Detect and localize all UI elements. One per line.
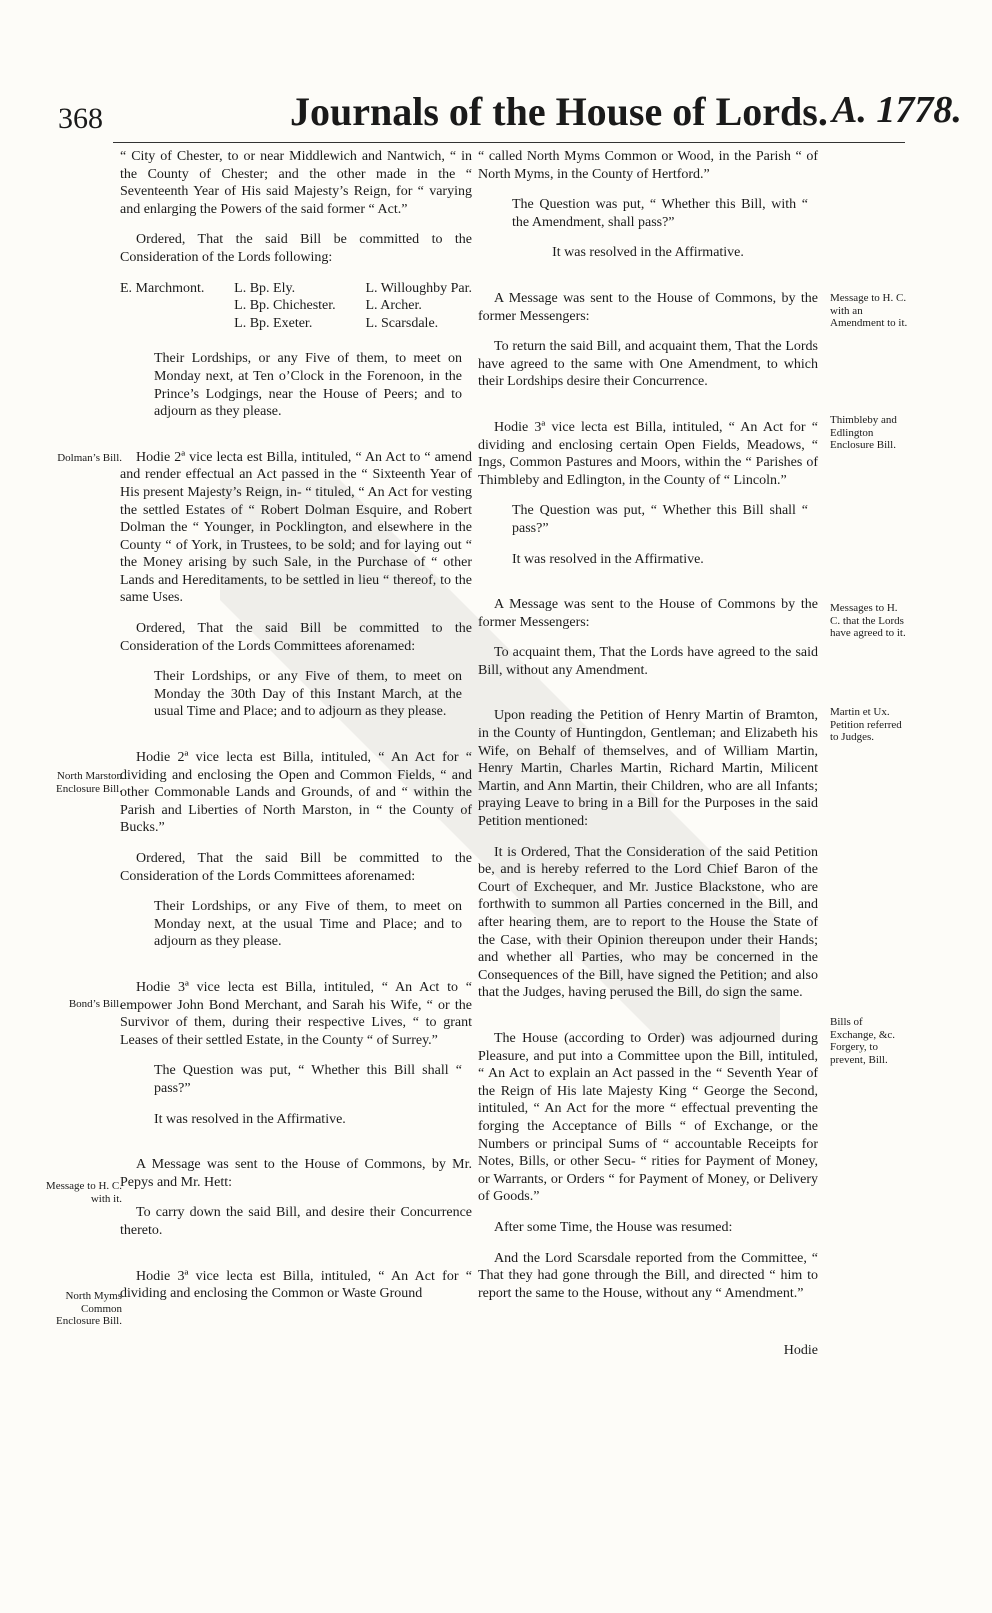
lords-committee-list bbox=[120, 280, 472, 333]
lord-name: E. Marchmont. bbox=[120, 280, 205, 296]
paragraph-scarsdale-report: And the Lord Scarsdale reported from the Committee, “ That they had gone through the Bill, and directed “ him to report the same to the House, without any “ Amendment.” bbox=[478, 1250, 818, 1301]
paragraph-thimbleby-bill: Hodie 3ª vice lecta est Billa, intituled, “ An Act for “ dividing and enclosing certain Open Fields, Meadows, “ Ings, Common Pastures and Moors, within the “ Parishes of Thimbleby and Edlington, in the County of “ Lincoln.” bbox=[478, 419, 818, 488]
paragraph-resolved-2: It was resolved in the Affirmative. bbox=[552, 245, 744, 261]
paragraph-martin-petition: Upon reading the Petition of Henry Martin of Bramton, in the County of Huntingdon, Gentleman; and Elizabeth his Wife, on Behalf of themselves, and of William Martin, Henry Martin, Charles Martin, Richard Martin, Milicent Martin, and Ann Martin, their Children, who are all Infants; praying Leave to bring in a Bill for the Purposes in the said Petition mentioned: bbox=[478, 708, 818, 830]
margin-note-north-myms: North Myms Common Enclosure Bill. bbox=[56, 1290, 122, 1327]
paragraph-dolman-bill: Hodie 2ª vice lecta est Billa, intituled, “ An Act to “ amend and render effectual an Act passed in the “ Sixteenth Year of His present Majesty’s Reign, in- “ tituled, “ An Act for vesting the settled Estates of “ Robert Dolman Esquire, and Robert Dolman the “ Younger, in Pocklington, and elsewhere in the County “ of York, in Trustees, to be sold; and for laying out “ the Money arising by such Sale, in the Purchase of “ other Lands and Hereditaments, to be settled in lieu “ thereof, to the same Uses. bbox=[120, 449, 472, 606]
margin-note-message-hc: Message to H. C. with it. bbox=[45, 1180, 122, 1205]
paragraph-bond-bill: Hodie 3ª vice lecta est Billa, intituled, “ An Act to “ empower John Bond Merchant, and Sarah his Wife, “ or the Survivor of them, during their respective Lives, “ to grant Leases of their settled Estate, in the County “ of Surrey.” bbox=[120, 979, 472, 1048]
paragraph-message-2: A Message was sent to the House of Commons, by the former Messengers: bbox=[478, 290, 818, 324]
lords-column-2 bbox=[234, 280, 336, 333]
paragraph-ordered-4: It is Ordered, That the Consideration of the said Petition be, and is hereby referred to the Lord Chief Baron of the Court of Exchequer, and Mr. Justice Blackstone, who are forthwith to summon all Parties concerned in the Bill, and after hearing them, are to report to the House the State of the Case, with their Opinion thereupon under their Hands; and whether all Parties, who may be concerned in the Consequences of the Bill, have signed the Petition; and also that the Judges, having perused the Bill, do sign the same. bbox=[478, 844, 818, 1001]
paragraph-ordered-3: Ordered, That the said Bill be committed to the Consideration of the Lords Committees aforenamed: bbox=[120, 851, 472, 884]
paragraph-meet-1: Their Lordships, or any Five of them, to meet on Monday next, at Ten o’Clock in the Forenoon, in the Prince’s Lodgings, near the House of Peers; and to adjourn as they please. bbox=[154, 351, 462, 420]
right-column bbox=[478, 148, 818, 1373]
margin-note-martin: Martin et Ux. Petition referred to Judges. bbox=[830, 706, 902, 743]
paragraph-carry-down: To carry down the said Bill, and desire their Concurrence thereto. bbox=[120, 1205, 472, 1238]
lords-column-1 bbox=[120, 280, 204, 333]
margin-note-thimbleby: Thimbleby and Edlington Enclosure Bill. bbox=[830, 414, 897, 451]
lord-name: L. Scarsdale. bbox=[365, 315, 439, 331]
paragraph-north-marston-bill: Hodie 2ª vice lecta est Billa, intituled, “ An Act for “ dividing and enclosing the Open and Common Fields, “ and other Commonable Lands and Grounds, of and “ within the Parish and Liberties of North Marston, in “ the County of Bucks.” bbox=[120, 750, 472, 836]
paragraph-question-3: The Question was put, “ Whether this Bill shall “ pass?” bbox=[512, 503, 808, 536]
lord-name: L. Archer. bbox=[365, 298, 422, 314]
paragraph-meet-2: Their Lordships, or any Five of them, to meet on Monday the 30th Day of this Instant March, at the usual Time and Place; and to adjourn as they please. bbox=[154, 669, 462, 720]
lord-name: L. Bp. Ely. bbox=[234, 280, 296, 296]
paragraph-message-1: A Message was sent to the House of Commons, by Mr. Pepys and Mr. Hett: bbox=[120, 1157, 472, 1190]
margin-note-bond: Bond’s Bill. bbox=[68, 998, 122, 1010]
lord-name: L. Willoughby Par. bbox=[365, 280, 472, 296]
margin-note-bills-exchange: Bills of Exchange, &c. Forgery, to prevent, Bill. bbox=[830, 1016, 896, 1066]
paragraph-meet-3: Their Lordships, or any Five of them, to meet on Monday next, at the usual Time and Place; and to adjourn as they please. bbox=[154, 899, 462, 950]
margin-note-north-marston: North Marston Enclosure Bill. bbox=[56, 770, 122, 795]
paragraph-resolved-1: It was resolved in the Affirmative. bbox=[154, 1111, 346, 1127]
paragraph-acquaint: To acquaint them, That the Lords have agreed to the said Bill, without any Amendment. bbox=[478, 645, 818, 678]
lord-name: L. Bp. Exeter. bbox=[234, 315, 313, 331]
margin-note-messages-agreed: Messages to H. C. that the Lords have agreed to it. bbox=[830, 602, 906, 639]
paragraph-return-bill: To return the said Bill, and acquaint them, That the Lords have agreed to the same with One Amendment, to which their Lordships desire their Concurrence. bbox=[478, 339, 818, 390]
paragraph-resumed: After some Time, the House was resumed: bbox=[494, 1219, 733, 1235]
year: A. 1778. bbox=[832, 89, 962, 131]
running-title: Journals of the House of Lords. bbox=[290, 89, 828, 134]
paragraph-question-2: The Question was put, “ Whether this Bill, with “ the Amendment, shall pass?” bbox=[512, 197, 808, 230]
paragraph-north-myms-bill: Hodie 3ª vice lecta est Billa, intituled, “ An Act for “ dividing and enclosing the Common or Waste Ground bbox=[120, 1268, 472, 1302]
paragraph-north-myms-cont: “ called North Myms Common or Wood, in the Parish “ of North Myms, in the County of Hertford.” bbox=[478, 149, 818, 182]
lords-column-3 bbox=[365, 280, 472, 333]
page-number: 368 bbox=[58, 102, 103, 135]
paragraph-question-1: The Question was put, “ Whether this Bill shall “ pass?” bbox=[154, 1063, 462, 1096]
paragraph-message-3: A Message was sent to the House of Commons by the former Messengers: bbox=[478, 597, 818, 630]
margin-note-dolman: Dolman’s Bill. bbox=[57, 452, 122, 464]
header-rule bbox=[113, 142, 905, 143]
margin-note-message-amendment: Message to H. C. with an Amendment to it. bbox=[830, 292, 908, 329]
page-header bbox=[0, 0, 992, 140]
paragraph-intro: “ City of Chester, to or near Middlewich and Nantwich, “ in the County of Chester; and the other made in the “ Seventeenth Year of His said Majesty’s Reign, for “ varying and enlarging the Powers of the said former “ Act.” bbox=[120, 149, 472, 217]
catchword: Hodie bbox=[783, 1343, 818, 1359]
paragraph-committee: The House (according to Order) was adjourned during Pleasure, and put into a Committee upon the Bill, intituled, “ An Act to explain an Act passed in the “ Seventh Year of the Reign of His late Majesty King “ George the Second, intituled, “ An Act for the more “ effectual preventing the forging the Acceptance of Bills “ of Exchange, or the Numbers or principal Sums of “ accountable Receipts for Notes, Bills, or other Secu- “ rities for Payment of Money, or Warrants, or Orders “ for Payment of Money, or Delivery of Goods.” bbox=[478, 1030, 818, 1205]
lord-name: L. Bp. Chichester. bbox=[234, 298, 336, 314]
paragraph-ordered-1: Ordered, That the said Bill be committed to the Consideration of the Lords following: bbox=[120, 232, 472, 265]
left-column bbox=[120, 148, 472, 1316]
paragraph-ordered-2: Ordered, That the said Bill be committed to the Consideration of the Lords Committees aforenamed: bbox=[120, 621, 472, 654]
paragraph-resolved-3: It was resolved in the Affirmative. bbox=[512, 551, 704, 567]
